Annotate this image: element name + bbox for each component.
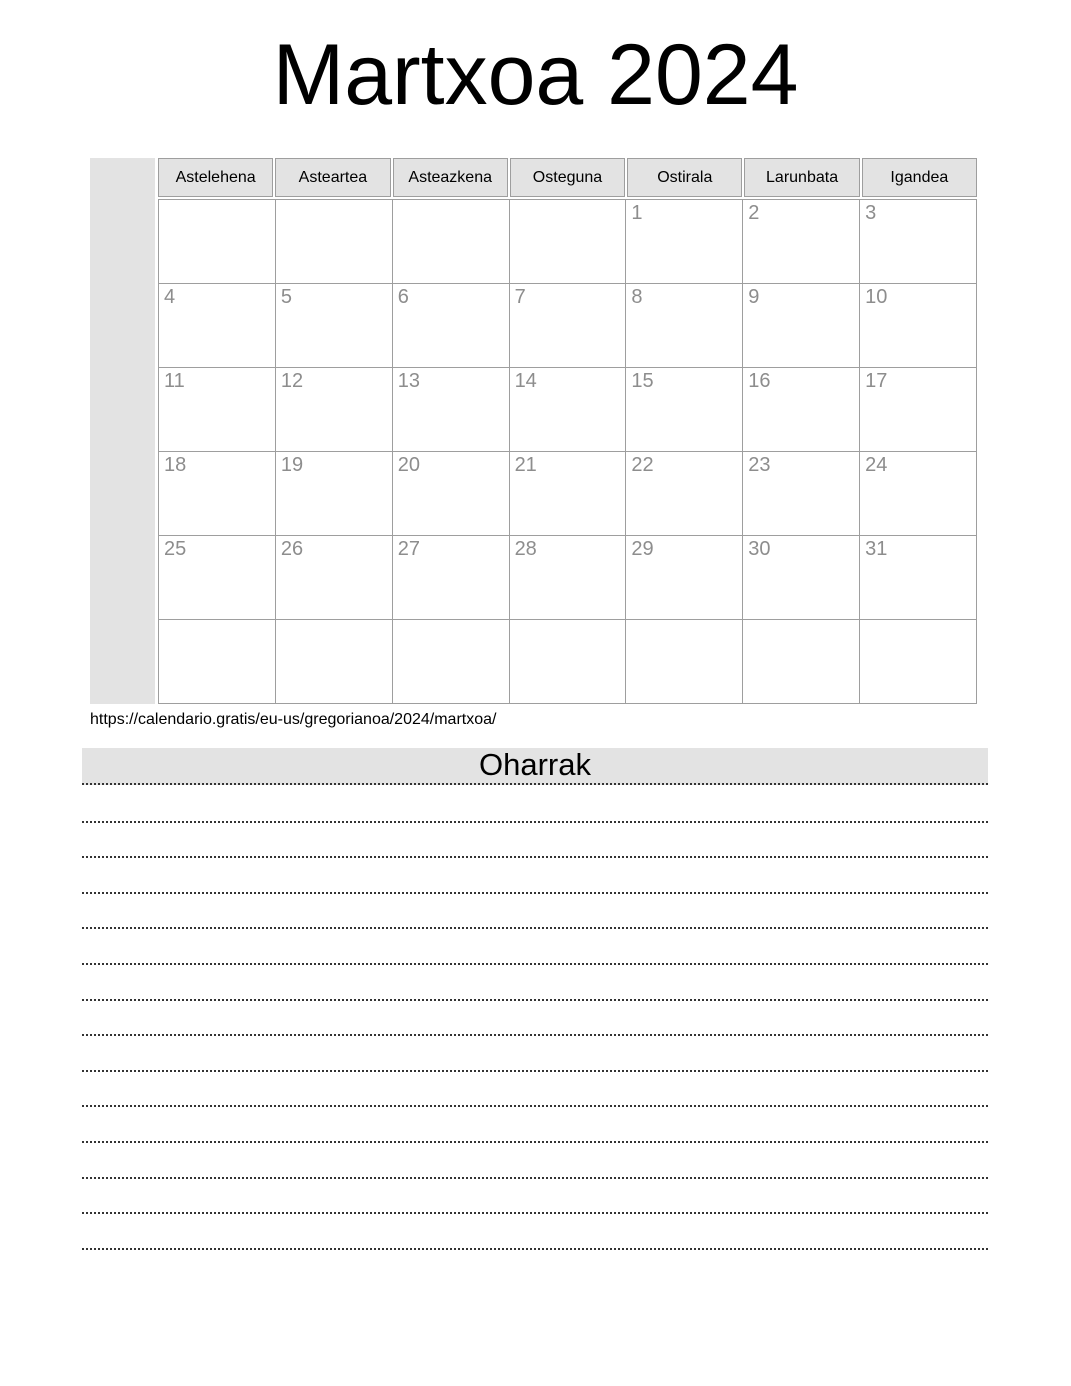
weekday-header-thursday: Osteguna — [510, 158, 625, 197]
notes-header — [82, 748, 988, 785]
calendar-day-cell: 21 — [510, 452, 627, 536]
note-line — [82, 1179, 988, 1215]
calendar-day-cell: 4 — [159, 284, 276, 368]
note-line — [82, 1143, 988, 1179]
calendar-day-cell: 19 — [276, 452, 393, 536]
source-url: https://calendario.gratis/eu-us/gregorianoa/2024/martxoa/ — [90, 711, 497, 728]
weekday-header-saturday: Larunbata — [744, 158, 859, 197]
calendar-day-cell: 11 — [159, 368, 276, 452]
calendar-day-cell: 28 — [510, 536, 627, 620]
day-grid — [158, 199, 977, 704]
calendar-empty-cell — [276, 200, 393, 284]
calendar-day-cell: 5 — [276, 284, 393, 368]
calendar-day-cell: 25 — [159, 536, 276, 620]
note-line — [82, 965, 988, 1001]
calendar-day-cell: 14 — [510, 368, 627, 452]
week-number-column — [90, 158, 155, 704]
calendar-empty-cell — [393, 620, 510, 704]
calendar-day-cell: 16 — [743, 368, 860, 452]
calendar-grid — [158, 158, 977, 704]
note-line — [82, 1072, 988, 1108]
note-line — [82, 1036, 988, 1072]
calendar-day-cell: 26 — [276, 536, 393, 620]
calendar-day-cell: 12 — [276, 368, 393, 452]
calendar-empty-cell — [393, 200, 510, 284]
page-title: Martxoa 2024 — [272, 27, 799, 123]
calendar-day-cell: 10 — [860, 284, 977, 368]
calendar-empty-cell — [159, 620, 276, 704]
calendar-day-cell: 24 — [860, 452, 977, 536]
calendar-day-cell: 20 — [393, 452, 510, 536]
calendar-empty-cell — [860, 620, 977, 704]
calendar-day-cell: 13 — [393, 368, 510, 452]
calendar-day-cell: 18 — [159, 452, 276, 536]
calendar-day-cell: 9 — [743, 284, 860, 368]
calendar-empty-cell — [276, 620, 393, 704]
calendar-empty-cell — [743, 620, 860, 704]
note-line — [82, 787, 988, 823]
calendar-day-cell: 8 — [626, 284, 743, 368]
calendar-day-cell: 27 — [393, 536, 510, 620]
note-line — [82, 823, 988, 859]
note-line — [82, 858, 988, 894]
note-line — [82, 894, 988, 930]
calendar-day-cell: 29 — [626, 536, 743, 620]
calendar-day-cell: 1 — [626, 200, 743, 284]
calendar-day-cell: 6 — [393, 284, 510, 368]
weekday-header-wednesday: Asteazkena — [393, 158, 508, 197]
notes-title: Oharrak — [479, 747, 591, 782]
calendar-day-cell: 3 — [860, 200, 977, 284]
weekday-header-sunday: Igandea — [862, 158, 977, 197]
notes-lines — [82, 787, 988, 1250]
note-line — [82, 1214, 988, 1250]
weekday-header-monday: Astelehena — [158, 158, 273, 197]
calendar-empty-cell — [510, 200, 627, 284]
calendar-day-cell: 2 — [743, 200, 860, 284]
calendar-day-cell: 31 — [860, 536, 977, 620]
calendar-day-cell: 22 — [626, 452, 743, 536]
weekday-header-row — [158, 158, 977, 197]
calendar-day-cell: 17 — [860, 368, 977, 452]
calendar-empty-cell — [510, 620, 627, 704]
note-line — [82, 1001, 988, 1037]
calendar-day-cell: 23 — [743, 452, 860, 536]
note-line — [82, 1107, 988, 1143]
weekday-header-friday: Ostirala — [627, 158, 742, 197]
calendar-empty-cell — [626, 620, 743, 704]
calendar-empty-cell — [159, 200, 276, 284]
calendar-table — [90, 158, 977, 704]
note-line — [82, 929, 988, 965]
calendar-day-cell: 30 — [743, 536, 860, 620]
weekday-header-tuesday: Asteartea — [275, 158, 390, 197]
calendar-day-cell: 15 — [626, 368, 743, 452]
calendar-day-cell: 7 — [510, 284, 627, 368]
